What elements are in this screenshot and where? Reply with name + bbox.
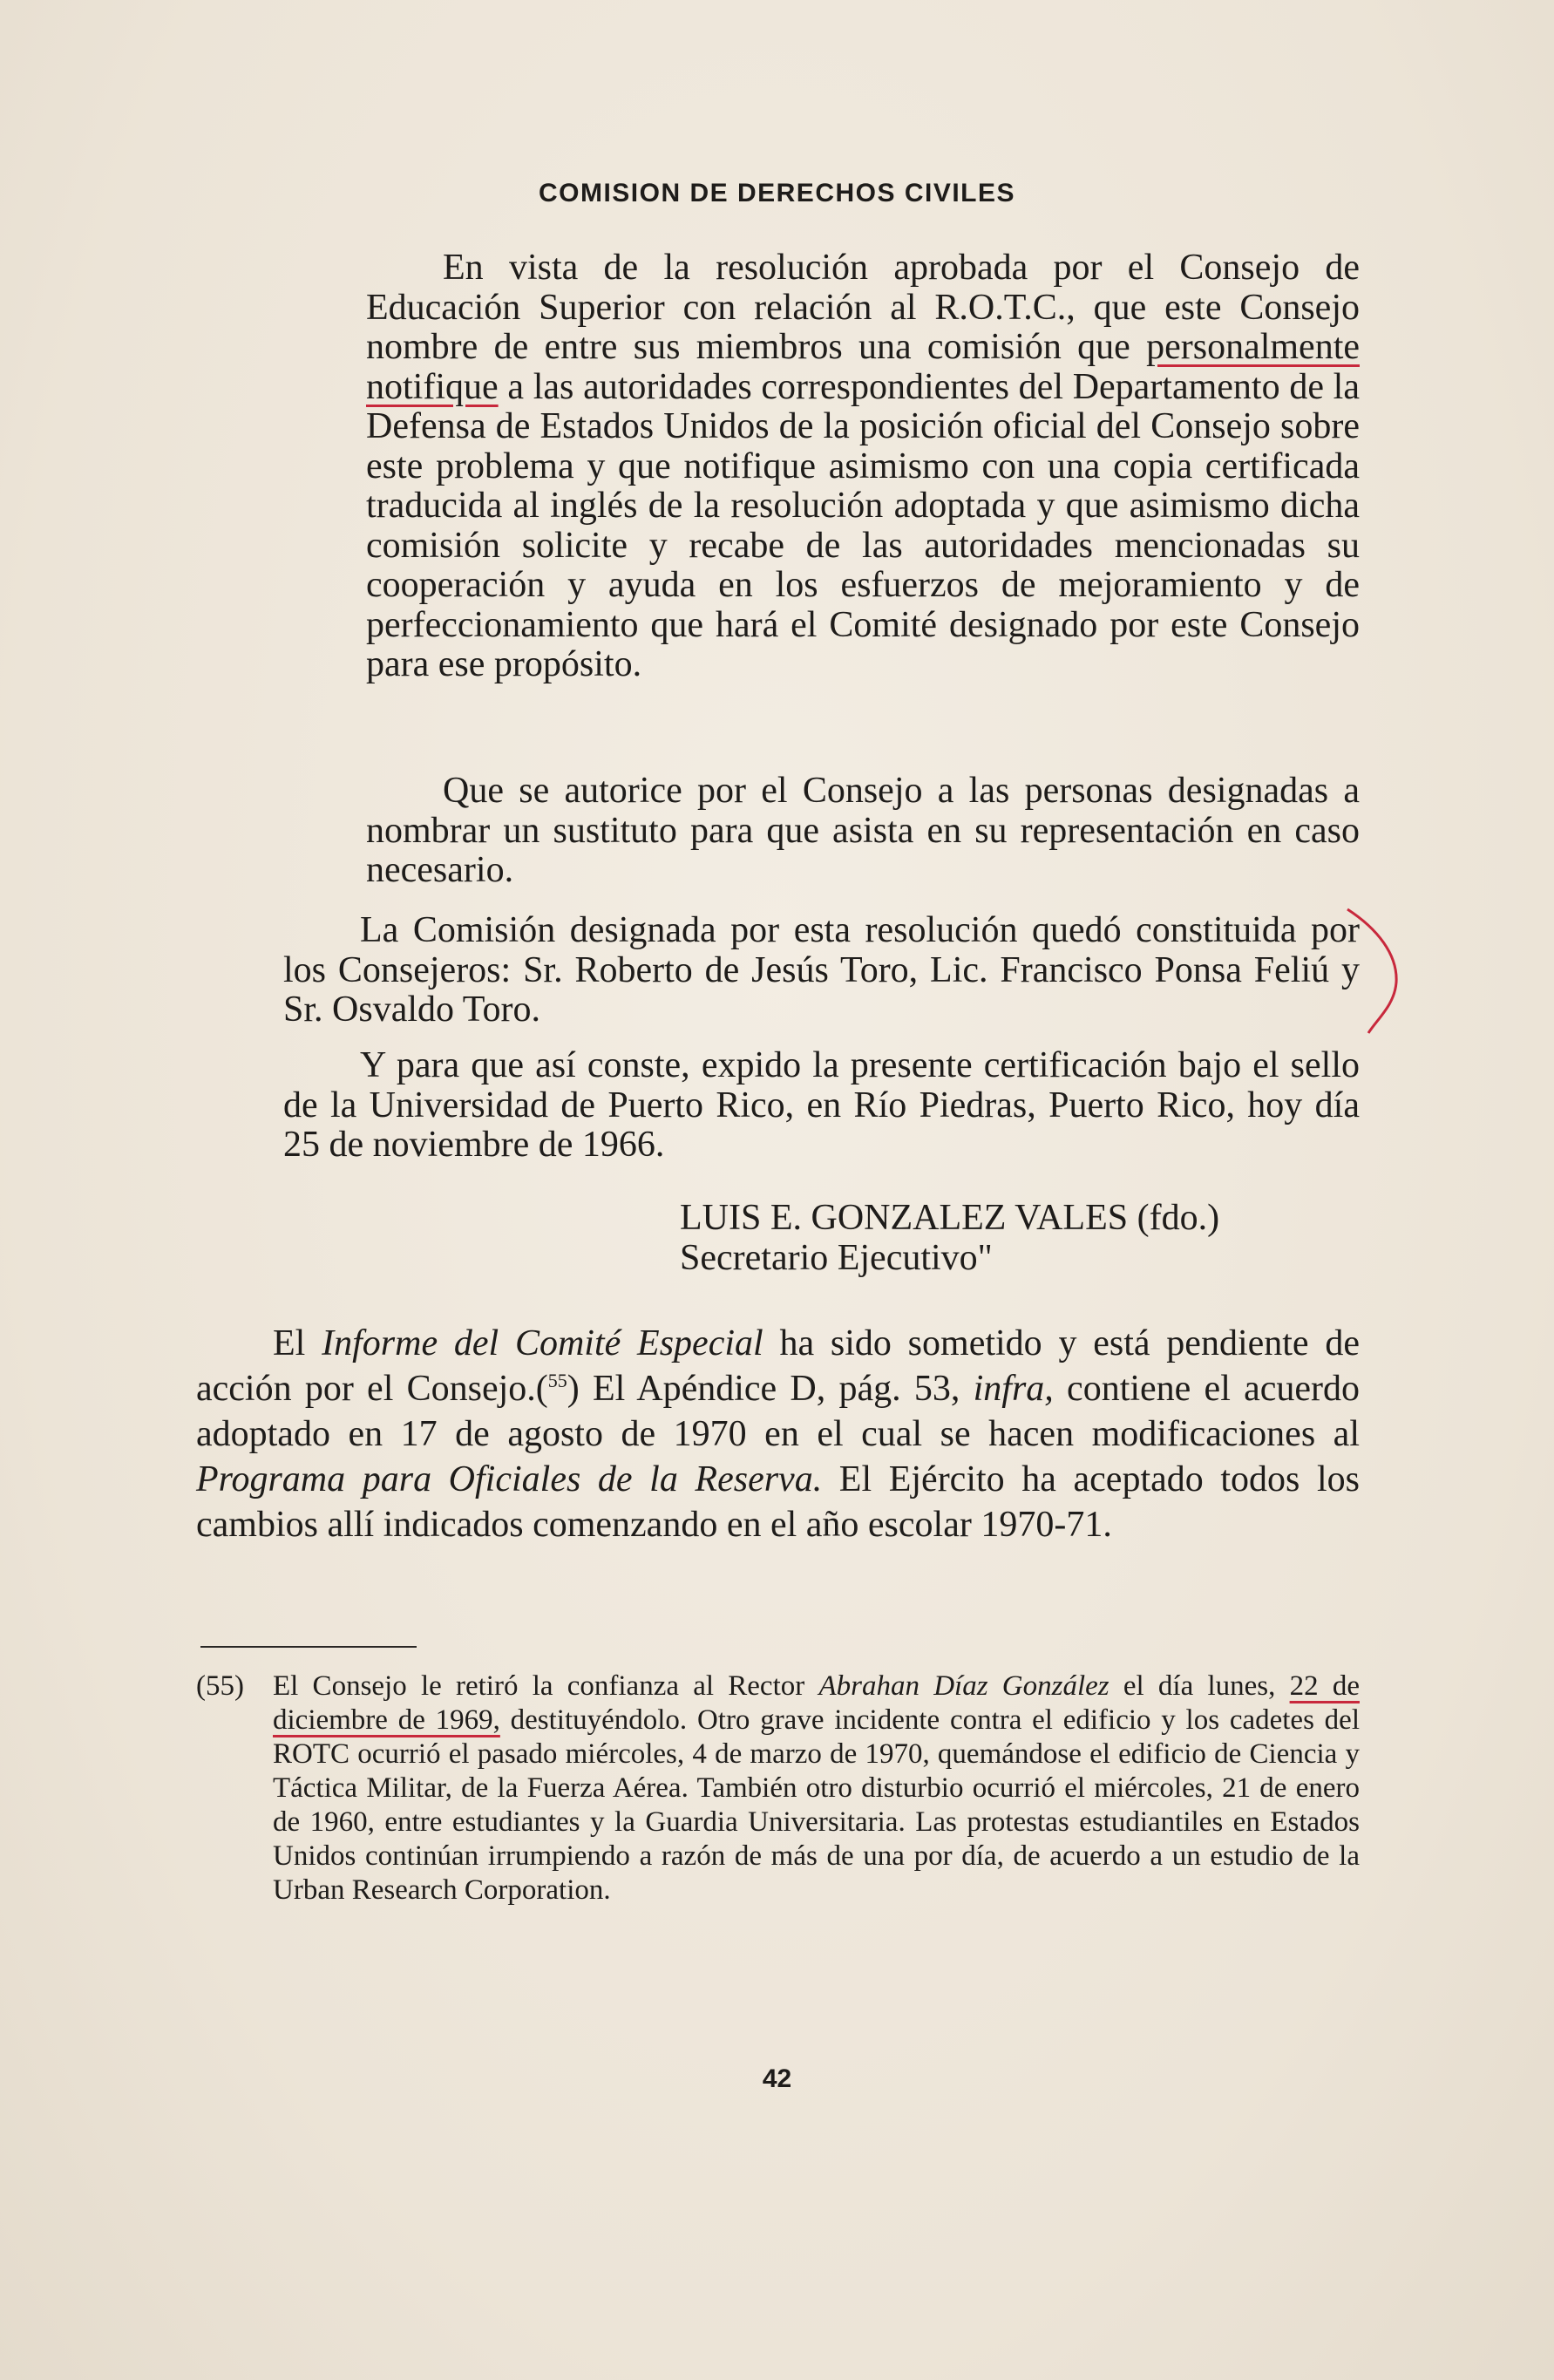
commission-paragraph: La Comisión designada por esta resolución quedó constituida por los Consejeros: Sr. Roberto de Jesús Toro, Lic. Francisco Ponsa Feliú y Sr. Osvaldo Toro. [283,910,1360,1030]
footnote-rule [200,1646,417,1648]
page-number: 42 [762,2064,792,2093]
running-head: COMISION DE DERECHOS CIVILES [538,179,1016,207]
signature-block [680,1199,1219,1278]
footnote-reference: 55 [547,1370,567,1391]
signature-title: Secretario Ejecutivo" [680,1237,993,1278]
resolution-paragraph-2: Que se autorice por el Consejo a las personas designadas a nombrar un sustituto para que asista en su representación en caso necesario. [366,771,1360,890]
certification-paragraph: Y para que así conste, expido la presente certificación bajo el sello de la Universidad de Puerto Rico, en Río Piedras, Puerto Rico, hoy día 25 de noviembre de 1966. [283,1045,1360,1165]
red-underlined-date: 22 de diciembre de 1969, [273,1670,1360,1736]
quoted-resolution [366,248,1360,685]
signature-name: LUIS E. GONZALEZ VALES (fdo.) [680,1198,1220,1238]
footnote-number: (55) [196,1670,244,1702]
red-underlined-phrase: personalmente notifique [366,327,1360,407]
body-paragraph: El Informe del Comité Especial ha sido sometido y está pendiente de acción por el Consejo.($^{55}$) El Apéndice D, pág. 53, infra, contiene el acuerdo adoptado en 17 de agosto de 1970 en el cual se hacen modificaciones al Programa para Oficiales de la Reserva. El Ejército ha aceptado todos los cambios allí indicados comenzando en el año escolar 1970-71. [196,1323,1361,1545]
resolution-paragraph-1: En vista de la resolución aprobada por el Consejo de Educación Superior con relación al R.O.T.C., que este Consejo nombre de entre sus miembros una comisión que personalmente notifique a las autoridades correspondientes del Departamento de la Defensa de Estados Unidos de la posición oficial del Consejo sobre este problema y que notifique asimismo con una copia certificada traducida al inglés de la resolución adoptada y que asimismo dicha comisión solicite y recabe de las autoridades mencionadas su cooperación y ayuda en los esfuerzos de mejoramiento y de perfeccionamiento que hará el Comité designado por este Consejo para ese propósito. [366,248,1360,684]
footnote-text: El Consejo le retiró la confianza al Rector Abrahan Díaz González el día lunes, 22 de diciembre de 1969, destituyéndolo. Otro grave incidente contra el edificio y los cadetes del ROTC ocurrió el pasado miércoles, 4 de marzo de 1970, quemándose el edificio de Ciencia y Táctica Militar, de la Fuerza Aérea. También otro disturbio ocurrió el miércoles, 21 de enero de 1960, entre estudiantes y la Guardia Universitaria. Las protestas estudiantiles en Estados Unidos continúan irrumpiendo a razón de más de una por día, de acuerdo a un estudio de la Urban Research Corporation. [273,1670,1360,1906]
